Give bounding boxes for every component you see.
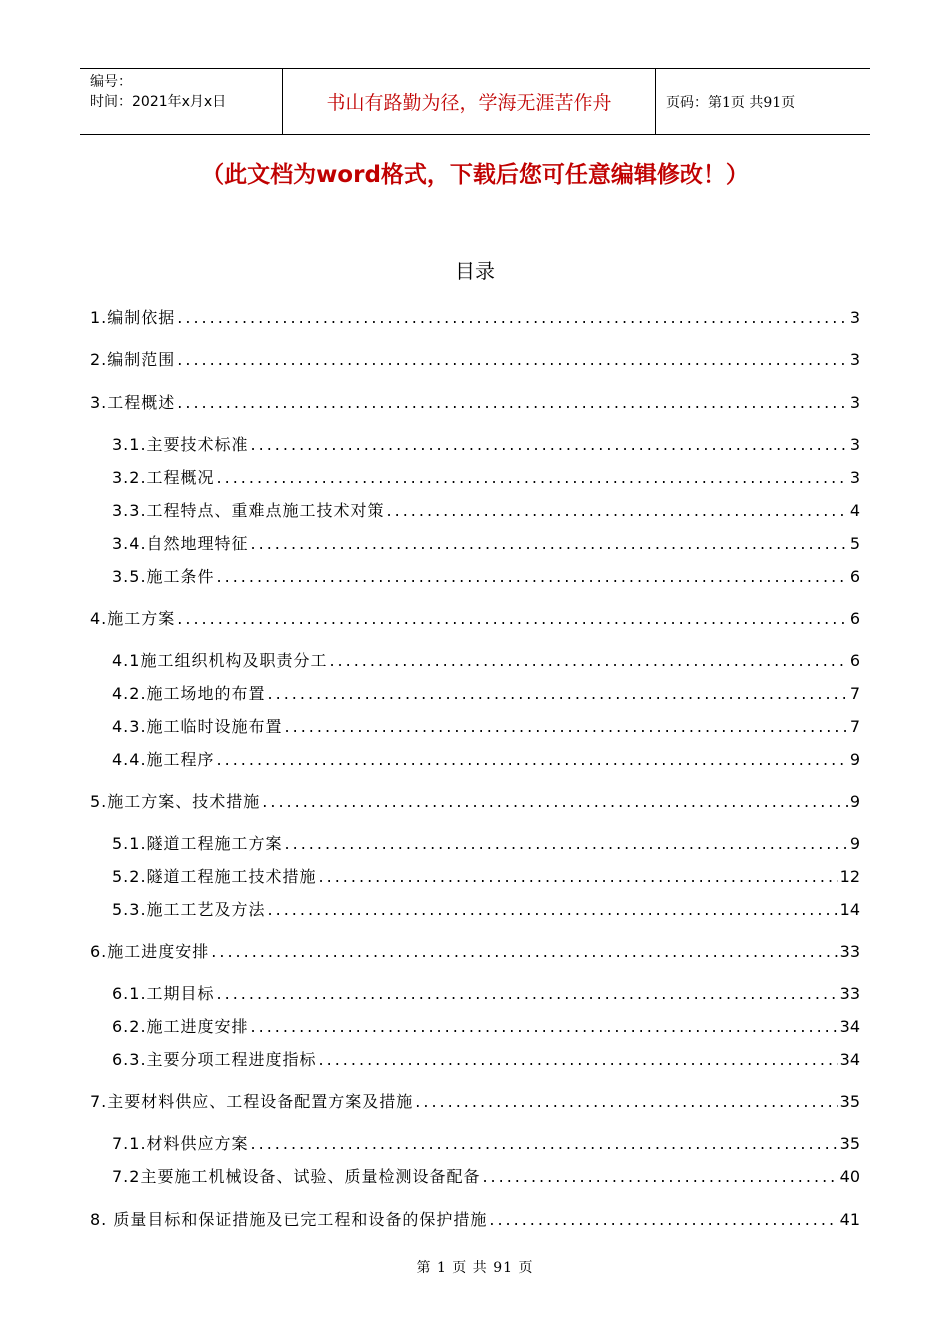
toc-entry-label: 6.1.工期目标 (112, 984, 215, 1003)
toc-dot-leader (177, 308, 848, 328)
toc-entry-page: 9 (849, 834, 860, 853)
toc-dot-leader (319, 867, 838, 887)
toc-entry[interactable] (112, 896, 860, 920)
toc-entry[interactable] (112, 863, 860, 887)
toc-entry[interactable] (90, 788, 860, 812)
toc-entry-page: 3 (849, 308, 860, 327)
toc-dot-leader (268, 684, 848, 704)
toc-entry-label: 3.4.自然地理特征 (112, 534, 249, 553)
toc-entry-label: 3.5.施工条件 (112, 567, 215, 586)
toc-entry-label: 4.4.施工程序 (112, 750, 215, 769)
toc-entry[interactable] (112, 647, 860, 671)
toc-entry-page: 40 (839, 1167, 860, 1186)
toc-entry-label: 5.1.隧道工程施工方案 (112, 834, 283, 853)
document-header (80, 68, 870, 135)
toc-entry[interactable] (112, 497, 860, 521)
toc-dot-leader (415, 1092, 837, 1112)
toc-entry-label: 4.3.施工临时设施布置 (112, 717, 283, 736)
toc-entry-label: 3.1.主要技术标准 (112, 435, 249, 454)
toc-entry-page: 35 (839, 1092, 860, 1111)
toc-entry[interactable] (90, 1206, 860, 1230)
toc-entry-label: 5.施工方案、技术措施 (90, 792, 261, 811)
toc-entry[interactable] (112, 713, 860, 737)
header-number: 编号： (90, 74, 132, 90)
toc-title: 目录 (455, 259, 495, 283)
toc-entry[interactable] (90, 346, 860, 370)
toc-entry-page: 7 (849, 684, 860, 703)
toc-dot-leader (177, 350, 848, 370)
toc-entry[interactable] (112, 431, 860, 455)
toc-entry-label: 8. 质量目标和保证措施及已完工程和设备的保护措施 (90, 1210, 488, 1229)
toc-entry-page: 6 (849, 567, 860, 586)
toc-entry[interactable] (112, 563, 860, 587)
toc-entry-label: 5.2.隧道工程施工技术措施 (112, 867, 317, 886)
toc-dot-leader (251, 1134, 838, 1154)
header-motto: 书山有路勤为径，学海无涯苦作舟 (282, 69, 656, 134)
toc-entry-label: 4.2.施工场地的布置 (112, 684, 266, 703)
toc-dot-leader (217, 567, 848, 587)
toc-entry-page: 34 (839, 1017, 860, 1036)
toc-dot-leader (285, 717, 848, 737)
toc-dot-leader (177, 393, 848, 413)
toc-entry-page: 33 (839, 942, 860, 961)
toc-entry-page: 35 (839, 1134, 860, 1153)
toc-entry-page: 14 (839, 900, 860, 919)
toc-entry[interactable] (112, 746, 860, 770)
header-time: 时间：2021年x月x日 (90, 94, 227, 110)
toc-dot-leader (251, 534, 848, 554)
toc-dot-leader (482, 1167, 837, 1187)
toc-entry-label: 2.编制范围 (90, 350, 176, 369)
toc-dot-leader (217, 750, 848, 770)
toc-entry[interactable] (112, 530, 860, 554)
toc-dot-leader (251, 435, 848, 455)
toc-entry[interactable] (90, 605, 860, 629)
toc-dot-leader (251, 1017, 838, 1037)
toc-entry-label: 7.2主要施工机械设备、试验、质量检测设备配备 (112, 1167, 481, 1186)
toc-entry-page: 7 (849, 717, 860, 736)
toc-entry[interactable] (90, 304, 860, 328)
toc-entry-label: 7.主要材料供应、工程设备配置方案及措施 (90, 1092, 414, 1111)
toc-entry-page: 34 (839, 1050, 860, 1069)
format-notice: （此文档为word格式，下载后您可任意编辑修改！） (201, 162, 749, 188)
toc-entry-page: 6 (849, 651, 860, 670)
toc-entry-page: 41 (839, 1210, 860, 1229)
toc-entry-label: 4.施工方案 (90, 609, 176, 628)
toc-dot-leader (211, 942, 837, 962)
toc-entry-label: 1.编制依据 (90, 308, 176, 327)
toc-dot-leader (285, 834, 848, 854)
toc-entry-page: 6 (849, 609, 860, 628)
toc-dot-leader (217, 984, 838, 1004)
toc-entry-label: 3.2.工程概况 (112, 468, 215, 487)
toc-entry-label: 6.3.主要分项工程进度指标 (112, 1050, 317, 1069)
toc-entry-page: 3 (849, 468, 860, 487)
toc-entry[interactable] (112, 1013, 860, 1037)
toc-entry-page: 3 (849, 435, 860, 454)
toc-entry[interactable] (90, 938, 860, 962)
toc-entry[interactable] (112, 1163, 860, 1187)
toc-entry-page: 9 (849, 792, 860, 811)
toc-entry[interactable] (90, 389, 860, 413)
toc-entry[interactable] (112, 980, 860, 1004)
toc-dot-leader (329, 651, 847, 671)
header-page-info: 页码：第1页 共91页 (666, 94, 796, 111)
toc-dot-leader (262, 792, 848, 812)
toc-dot-leader (217, 468, 848, 488)
toc-dot-leader (177, 609, 848, 629)
toc-entry-page: 12 (839, 867, 860, 886)
toc-entry-label: 5.3.施工工艺及方法 (112, 900, 266, 919)
toc-entry-page: 9 (849, 750, 860, 769)
toc-dot-leader (489, 1210, 837, 1230)
page-footer: 第 1 页 共 91 页 (416, 1260, 534, 1276)
toc-dot-leader (387, 501, 848, 521)
toc-entry[interactable] (112, 1130, 860, 1154)
toc-entry-label: 3.3.工程特点、重难点施工技术对策 (112, 501, 385, 520)
toc-entry-page: 4 (849, 501, 860, 520)
toc-entry-label: 3.工程概述 (90, 393, 176, 412)
toc-entry-page: 33 (839, 984, 860, 1003)
toc-dot-leader (319, 1050, 838, 1070)
toc-entry[interactable] (112, 680, 860, 704)
toc-entry[interactable] (112, 1046, 860, 1070)
toc-entry-label: 6.2.施工进度安排 (112, 1017, 249, 1036)
header-meta (80, 69, 282, 134)
toc-entry-page: 3 (849, 350, 860, 369)
toc-dot-leader (268, 900, 838, 920)
toc-entry-label: 4.1施工组织机构及职责分工 (112, 651, 328, 670)
toc-entry-label: 6.施工进度安排 (90, 942, 210, 961)
toc-entry-label: 7.1.材料供应方案 (112, 1134, 249, 1153)
toc-entry-page: 3 (849, 393, 860, 412)
toc-entry-page: 5 (849, 534, 860, 553)
toc-entry[interactable] (90, 1088, 860, 1112)
toc-entry[interactable] (112, 830, 860, 854)
toc-entry[interactable] (112, 464, 860, 488)
